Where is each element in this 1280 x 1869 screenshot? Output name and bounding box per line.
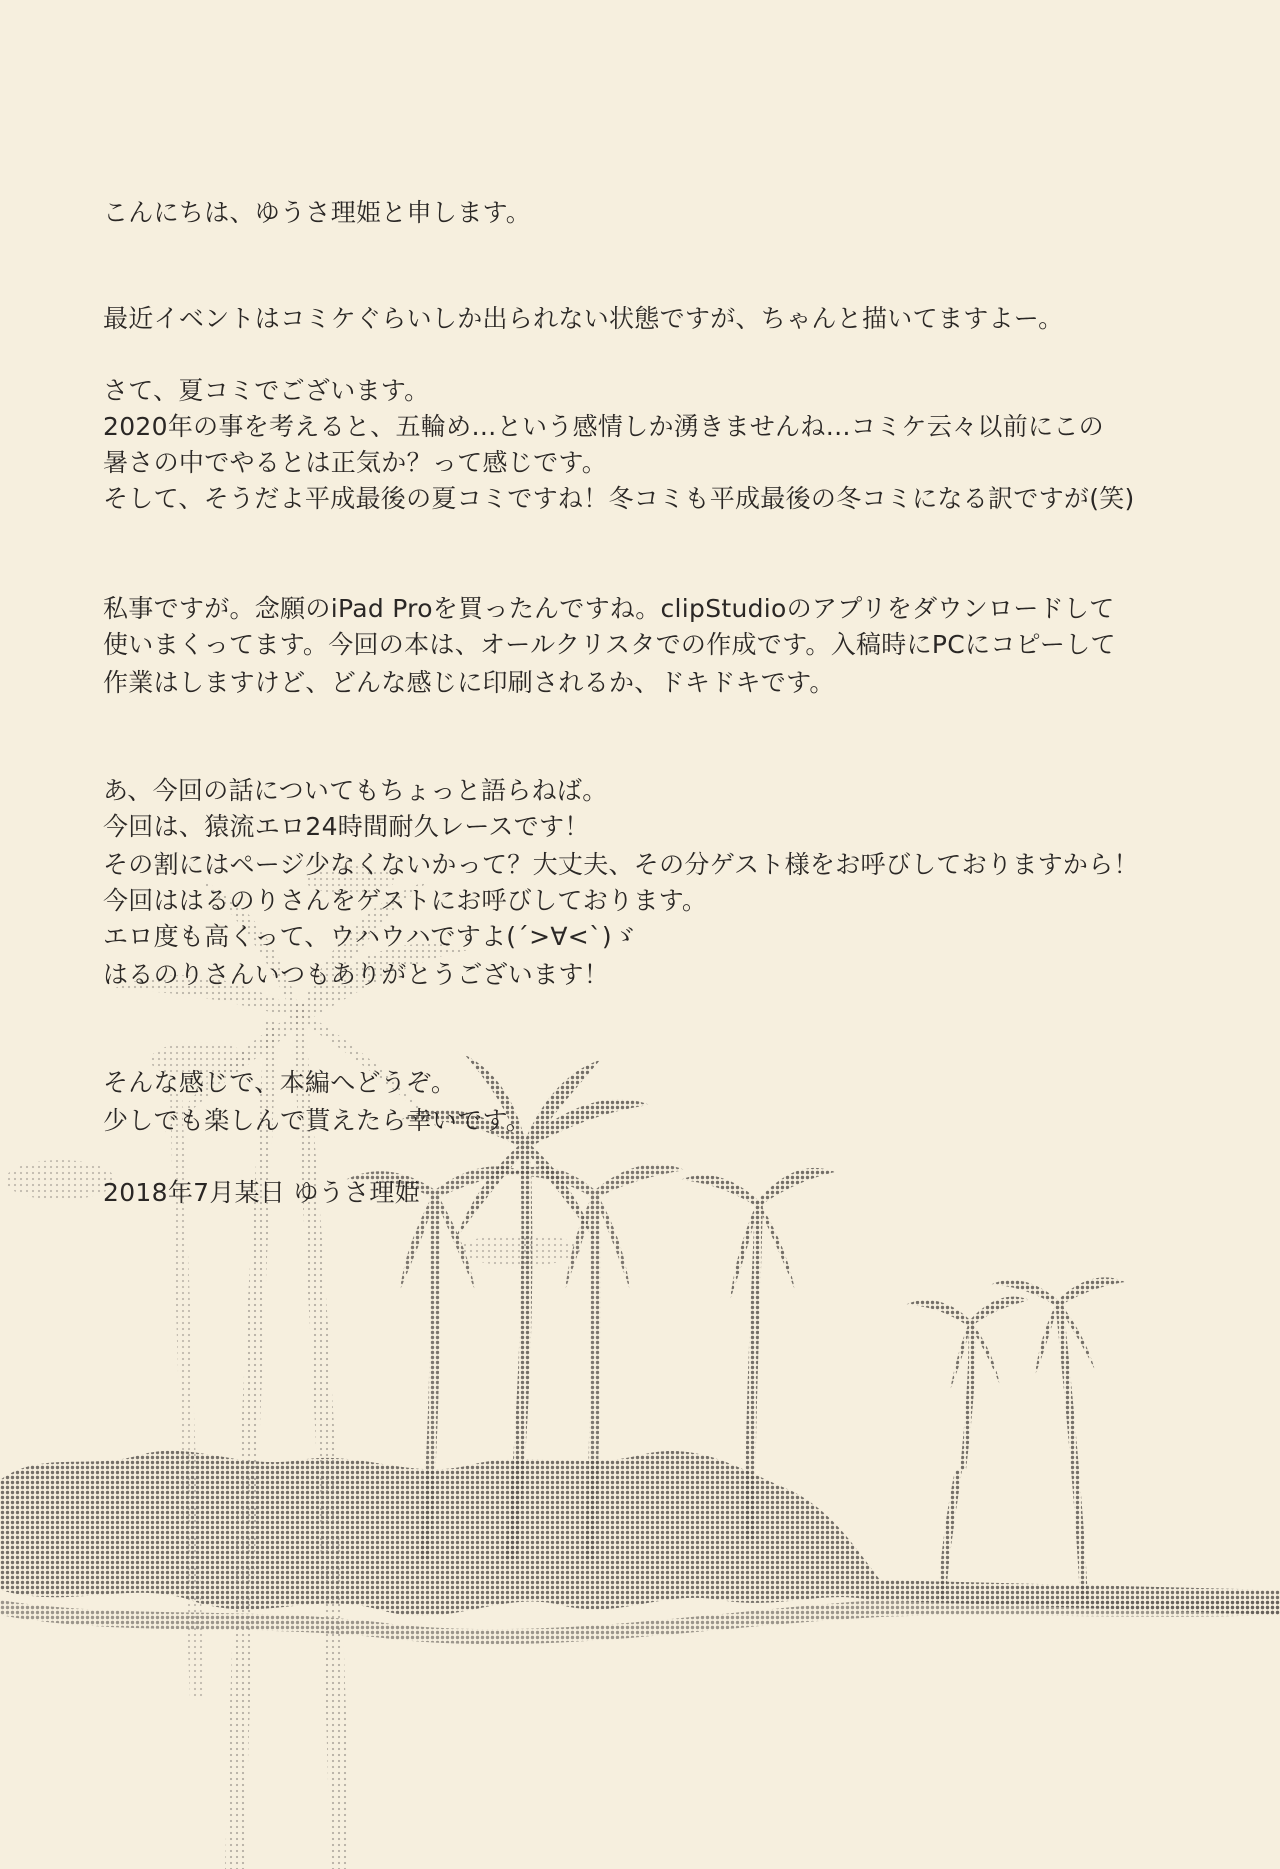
body-line: 今回は、猿流エロ24時間耐久レースです！ <box>103 812 590 841</box>
palm-tree <box>990 1277 1125 1600</box>
body-line: 暑さの中でやるとは正気か？って感じです。 <box>103 448 608 477</box>
body-line: あ、今回の話についてもちょっと語らねば。 <box>103 776 608 805</box>
body-line: エロ度も高くって、ウハウハですよ(´>∀<`)ゞ <box>103 922 638 951</box>
palm-crown <box>110 880 470 1140</box>
palm-tree <box>905 1297 1030 1600</box>
body-line: はるのりさんいつもありがとうございます！ <box>103 960 610 989</box>
signature: 2018年7月某日 ゆうさ理姫 <box>103 1178 420 1207</box>
body-line: さて、夏コミでございます。 <box>103 376 430 405</box>
greeting-line: こんにちは、ゆうさ理姫と申します。 <box>103 198 532 227</box>
body-line: 2020年の事を考えると、五輪め…という感情しか湧きませんね…コミケ云々以前にこの <box>103 412 1104 441</box>
body-line: そんな感じで、本編へどうぞ。 <box>103 1068 457 1097</box>
body-line: 少しでも楽しんで貰えたら幸いです。 <box>103 1106 532 1135</box>
body-line: その割にはページ少なくないかって？大丈夫、その分ゲスト様をお呼びしておりますから！ <box>103 850 1139 879</box>
body-line: 使いまくってます。今回の本は、オールクリスタでの作成です。入稿時にPCにコピーして <box>103 630 1116 659</box>
body-line: 最近イベントはコミケぐらいしか出られない状態ですが、ちゃんと描いてますよー。 <box>103 304 1064 333</box>
body-line: 私事ですが。念願のiPad Proを買ったんですね。clipStudioのアプリをダウンロードして <box>103 594 1115 623</box>
body-line: そして、そうだよ平成最後の夏コミですね！冬コミも平成最後の冬コミになる訳ですが(笑) <box>103 484 1135 513</box>
palm-trunk <box>225 1020 277 1869</box>
body-line: 作業はしますけど、どんな感じに印刷されるか、ドキドキです。 <box>103 668 835 697</box>
body-line: 今回ははるのりさんをゲストにお呼びしております。 <box>103 886 708 915</box>
